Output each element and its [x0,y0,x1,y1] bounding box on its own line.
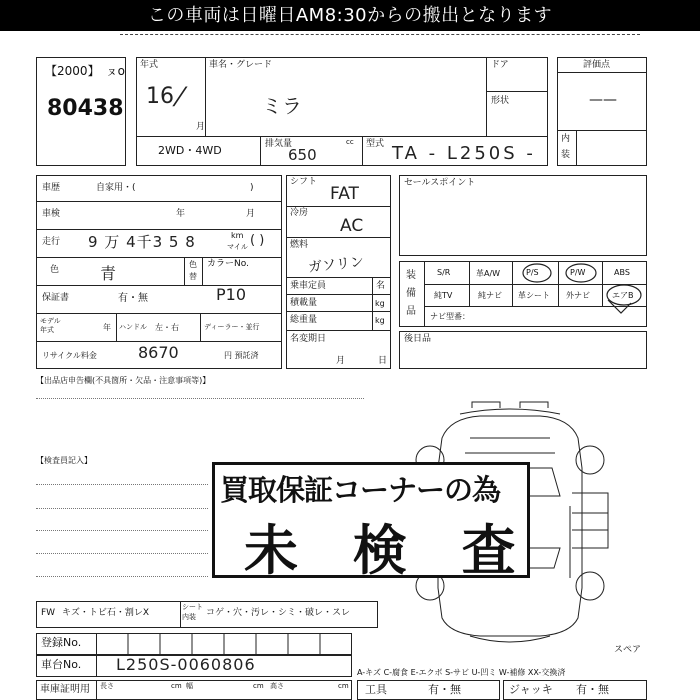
code-top-value: 2000 [57,64,88,78]
ac-value: AC [340,216,364,236]
length-unit: cm [171,682,182,690]
capacity-label: 乗車定員 [290,281,327,291]
equipment-label-2: 備 [406,288,416,299]
km-unit: km [231,231,244,240]
height-unit: cm [338,682,349,690]
rating-value: —— [589,92,617,108]
damage-legend: A-キズ C-腐食 E-エクボ S-サビ U-凹ミ W-補修 XX-交換済 [357,668,566,677]
navi-model-label: ナビ型番： [430,312,470,321]
year-slash: / [170,82,190,110]
chassis-label: 車台No. [41,658,82,671]
handle-label: ハンドル [119,323,147,331]
equipment-label-3: 品 [406,306,416,317]
seat-text: コゲ・穴・汚レ・シミ・破レ・スレ [206,608,351,618]
model-info-1: モデル [40,317,61,325]
rating-box [557,57,647,166]
displacement-label: 排気量 [265,139,293,149]
garage-cert-label: 車庫証明用 [40,684,90,695]
displacement-value: 650 [288,146,317,164]
equipment-label-1: 装 [406,270,416,281]
shape-label: 形状 [491,96,510,106]
year-value: 16 [146,84,174,109]
circle-power-window [566,264,596,282]
tools-label: 工具 [365,683,387,696]
history-label: 車歴 [42,183,61,193]
lot-box [36,57,126,166]
registration-cells [96,633,352,655]
registration-label: 登録No. [41,636,82,649]
side-grid-right [572,493,608,548]
spare-label: スペア [614,645,642,655]
equip-leather-aw: 革A/W [476,269,501,278]
seat-label-2: 内装 [182,613,196,621]
mileage-value: 9 万 4千3 5 8 [88,233,196,251]
color-label: 色 [50,265,60,275]
header-strip [120,34,640,35]
tools-value: 有・無 [428,683,461,696]
color-change-1: 色 [189,260,197,269]
drive-label: 2WD・4WD [158,144,222,157]
year-label: 年式 [140,60,159,70]
equip-leather-seat: 革シート [518,291,550,300]
load-label: 積載量 [290,298,318,308]
model-label: 型式 [366,139,385,149]
length-label: 長さ [100,682,114,690]
weight-label: 総重量 [290,315,318,325]
door-label: ドア [491,60,509,70]
fw-label: FW [41,608,56,618]
interior-label-1: 内 [561,134,571,144]
history-close: ) [250,183,254,193]
equip-power-window: P/W [570,268,586,277]
fuel-value: ガソリン [307,254,365,276]
height-label: 高さ [270,682,284,690]
wheel-rear-right [576,572,604,600]
inspection-label: 車検 [42,209,61,219]
recycle-unit: 円 預託済 [224,351,259,360]
year-month-unit: 月 [196,122,206,132]
handle-value: 左・右 [155,323,179,332]
fuel-label: 燃料 [290,240,309,250]
inspector-title: 【検査員記入】 [36,456,92,465]
circle-airbag [607,285,641,305]
equip-abs: ABS [614,268,630,277]
car-front-top [460,409,560,414]
dealer-label: ディーラー・並行 [204,323,260,331]
name-change-label: 名変期日 [290,334,327,344]
capacity-unit: 名 [376,281,386,291]
equip-tv: 純TV [434,291,453,300]
stamp-line-2: 未 検 査 [244,519,534,582]
model-value: TA - L250S - [392,143,536,164]
jack-value: 有・無 [576,683,609,696]
rating-label: 評価点 [583,60,611,70]
warranty-label: 保証書 [42,293,70,303]
rear-bumper [470,636,550,642]
equip-ext-navi: 外ナビ [566,291,590,300]
mileage-label: 走行 [42,237,61,247]
name-change-month: 月 [336,356,346,366]
color-value: 青 [100,264,117,283]
model-year-unit: 年 [103,323,111,332]
cc-unit: cc [346,138,354,146]
color-no-label: カラーNo. [207,259,249,269]
history-box [36,175,282,369]
mile-unit: マイル [227,243,248,251]
car-roof-outline [472,402,548,408]
stamp-line-1: 買取保証コーナーの為 [220,473,501,507]
equipment-circles [399,261,647,327]
width-label: 幅 [186,682,193,690]
seat-label-1: シート [182,603,203,611]
chassis-value: L250S-0060806 [116,655,256,674]
circle-power-steering [523,264,551,282]
fw-text: キズ・トビ石・割レX [62,608,149,618]
after-sale-box [399,331,647,369]
weight-unit: kg [375,316,385,325]
code-top: 【2000】 ㇴo [45,64,125,78]
history-text: 自家用・( [96,183,136,193]
warranty-text: 有・無 [118,293,148,304]
car-name-label: 車名・グレード [209,60,273,70]
ac-label: 冷房 [290,208,309,218]
color-no-value: P10 [216,285,247,304]
recycle-label: リサイクル料金 [42,351,97,360]
name-change-day: 日 [378,356,388,366]
color-change-2: 替 [189,272,197,281]
width-unit: cm [253,682,264,690]
equip-navi: 純ナビ [478,291,502,300]
equip-airbag: エアB [612,291,634,300]
code-suffix: ㇴo [105,64,125,78]
model-info-2: 年式 [40,326,54,334]
lot-number: 80438 [47,96,124,121]
sales-label: セールスポイント [404,178,476,188]
shift-label: シフト [290,177,318,187]
hood-lines [465,438,555,453]
after-sale-label: 後日品 [404,334,432,344]
interior-label-2: 装 [561,150,571,160]
wheel-front-right [576,446,604,474]
inspection-month-unit: 月 [246,209,256,219]
equip-power-steering: P/S [526,268,539,277]
mileage-paren: ( ) [250,233,265,248]
shift-value: FAT [330,184,359,204]
load-unit: kg [375,299,385,308]
notes-title: 【出品店申告欄(不具箇所・欠品・注意事項等)】 [36,376,211,385]
car-name-value: ミラ [262,94,302,118]
jack-label: ジャッキ [509,683,553,696]
notice-banner: この車両は日曜日AM8:30からの搬出となります [0,0,700,31]
equip-sunroof: S/R [437,268,451,277]
inspection-year-unit: 年 [176,209,186,219]
recycle-value: 8670 [138,343,179,362]
